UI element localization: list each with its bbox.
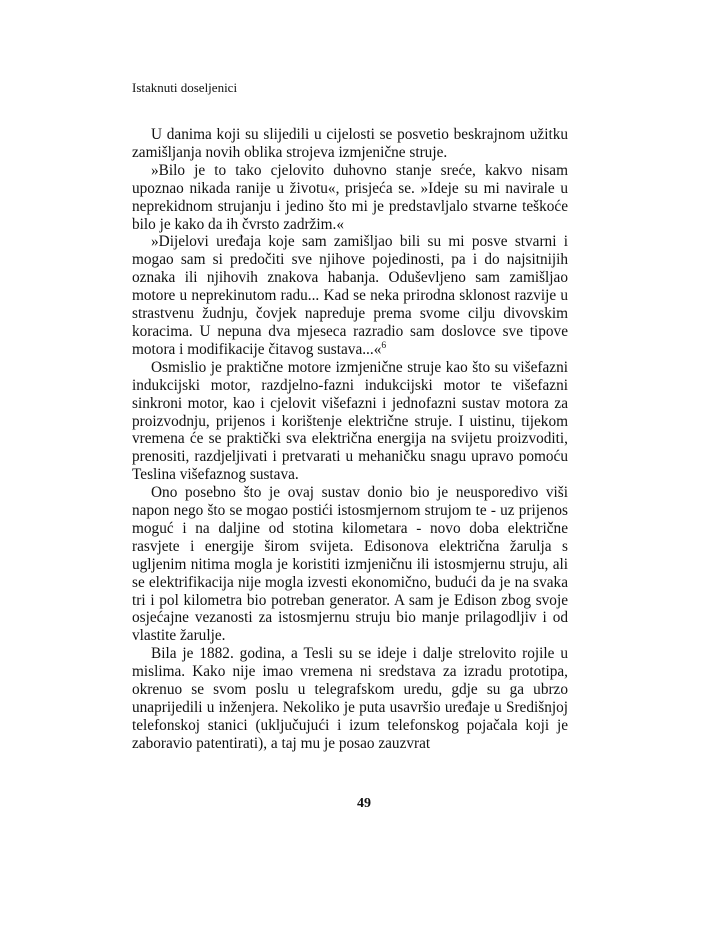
page-number: 49 [357, 796, 371, 811]
paragraph [132, 484, 568, 645]
paragraph-text: »Bilo je to tako cjelovito duhovno stanje sreće, kakvo nisam upoznao nikada ranije u životu«, prisjeća se. »Ideje su mi navirale u neprekidnom strujanju i jedino što mi je predstavljalo stvarne teškoće bilo je kako da ih čvrsto zadržim.« [132, 161, 568, 233]
paragraph [132, 162, 568, 234]
footnote-reference: 6 [381, 340, 387, 351]
paragraph-text: »Dijelovi uređaja koje sam zamišljao bili su mi posve stvarni i mogao sam si predočiti sve njihove pojedinosti, pa i do najsitnijih oznaka ili njihovih znakova habanja. Oduševljeno sam zamišljao motore u neprekinutom radu... Kad se neka prirodna sklonost razvije u strastvenu žudnju, čovjek napreduje prema svome cilju divovskim koracima. U nepuna dva mjeseca razradio sam doslovce sve tipove motora i modifikacije čitavog sustava...« [132, 233, 568, 358]
paragraph-text: Bila je 1882. godina, a Tesli su se ideje i dalje strelovito rojile u mislima. Kako nije imao vremena ni sredstava za izradu prototipa, okrenuo se svom poslu u telegrafskom uredu, gdje su ga ubrzo unaprijedili u inženjera. Nekoliko je puta usavršio uređaje u Središnjoj telefonskoj stanici (uključujući i izum telefonskog pojačala koji je zaboravio patentirati), a taj mu je posao zauzvrat [132, 645, 568, 752]
running-header: Istaknuti doseljenici [132, 80, 238, 95]
paragraph-text: Ono posebno što je ovaj sustav donio bio je neusporedivo viši napon nego što se mogao postići istosmjernom strujom te - uz prijenos moguć i na daljine od stotina kilometara - novo doba električne rasvjete i energije širom svijeta. Edisonova električna žarulja s ugljenim nitima mogla je koristiti izmjeničnu ili istosmjernu struju, ali se elektrifikacija nije mogla izvesti ekonomično, budući da je na svaka tri i pol kilometra bio potreban generator. A sam je Edison zbog svoje osjećajne vezanosti za istosmjernu struju bio manje prilagodljiv i od vlastite žarulje. [132, 484, 568, 645]
paragraph-text: U danima koji su slijedili u cijelosti se posvetio beskrajnom užitku zamišljanja novih oblika strojeva izmjenične struje. [132, 126, 568, 161]
paragraph [132, 233, 568, 358]
paragraph [132, 645, 568, 752]
paragraph-text: Osmislio je praktične motore izmjenične struje kao što su višefazni indukcijski motor, razdjelno-fazni indukcijski motor te višefazni sinkroni motor, kao i cjelovit višefazni i jednofazni sustav motora za proizvodnju, prijenos i korištenje električne struje. I uistinu, tijekom vremena će se praktički sva električna energija na svijetu proizvoditi, prenositi, razdjeljivati i pretvarati u mehaničku snagu upravo pomoću Teslina višefaznog sustava. [132, 358, 568, 484]
paragraph [132, 359, 568, 484]
paragraph [132, 126, 568, 162]
body-text [132, 126, 568, 753]
